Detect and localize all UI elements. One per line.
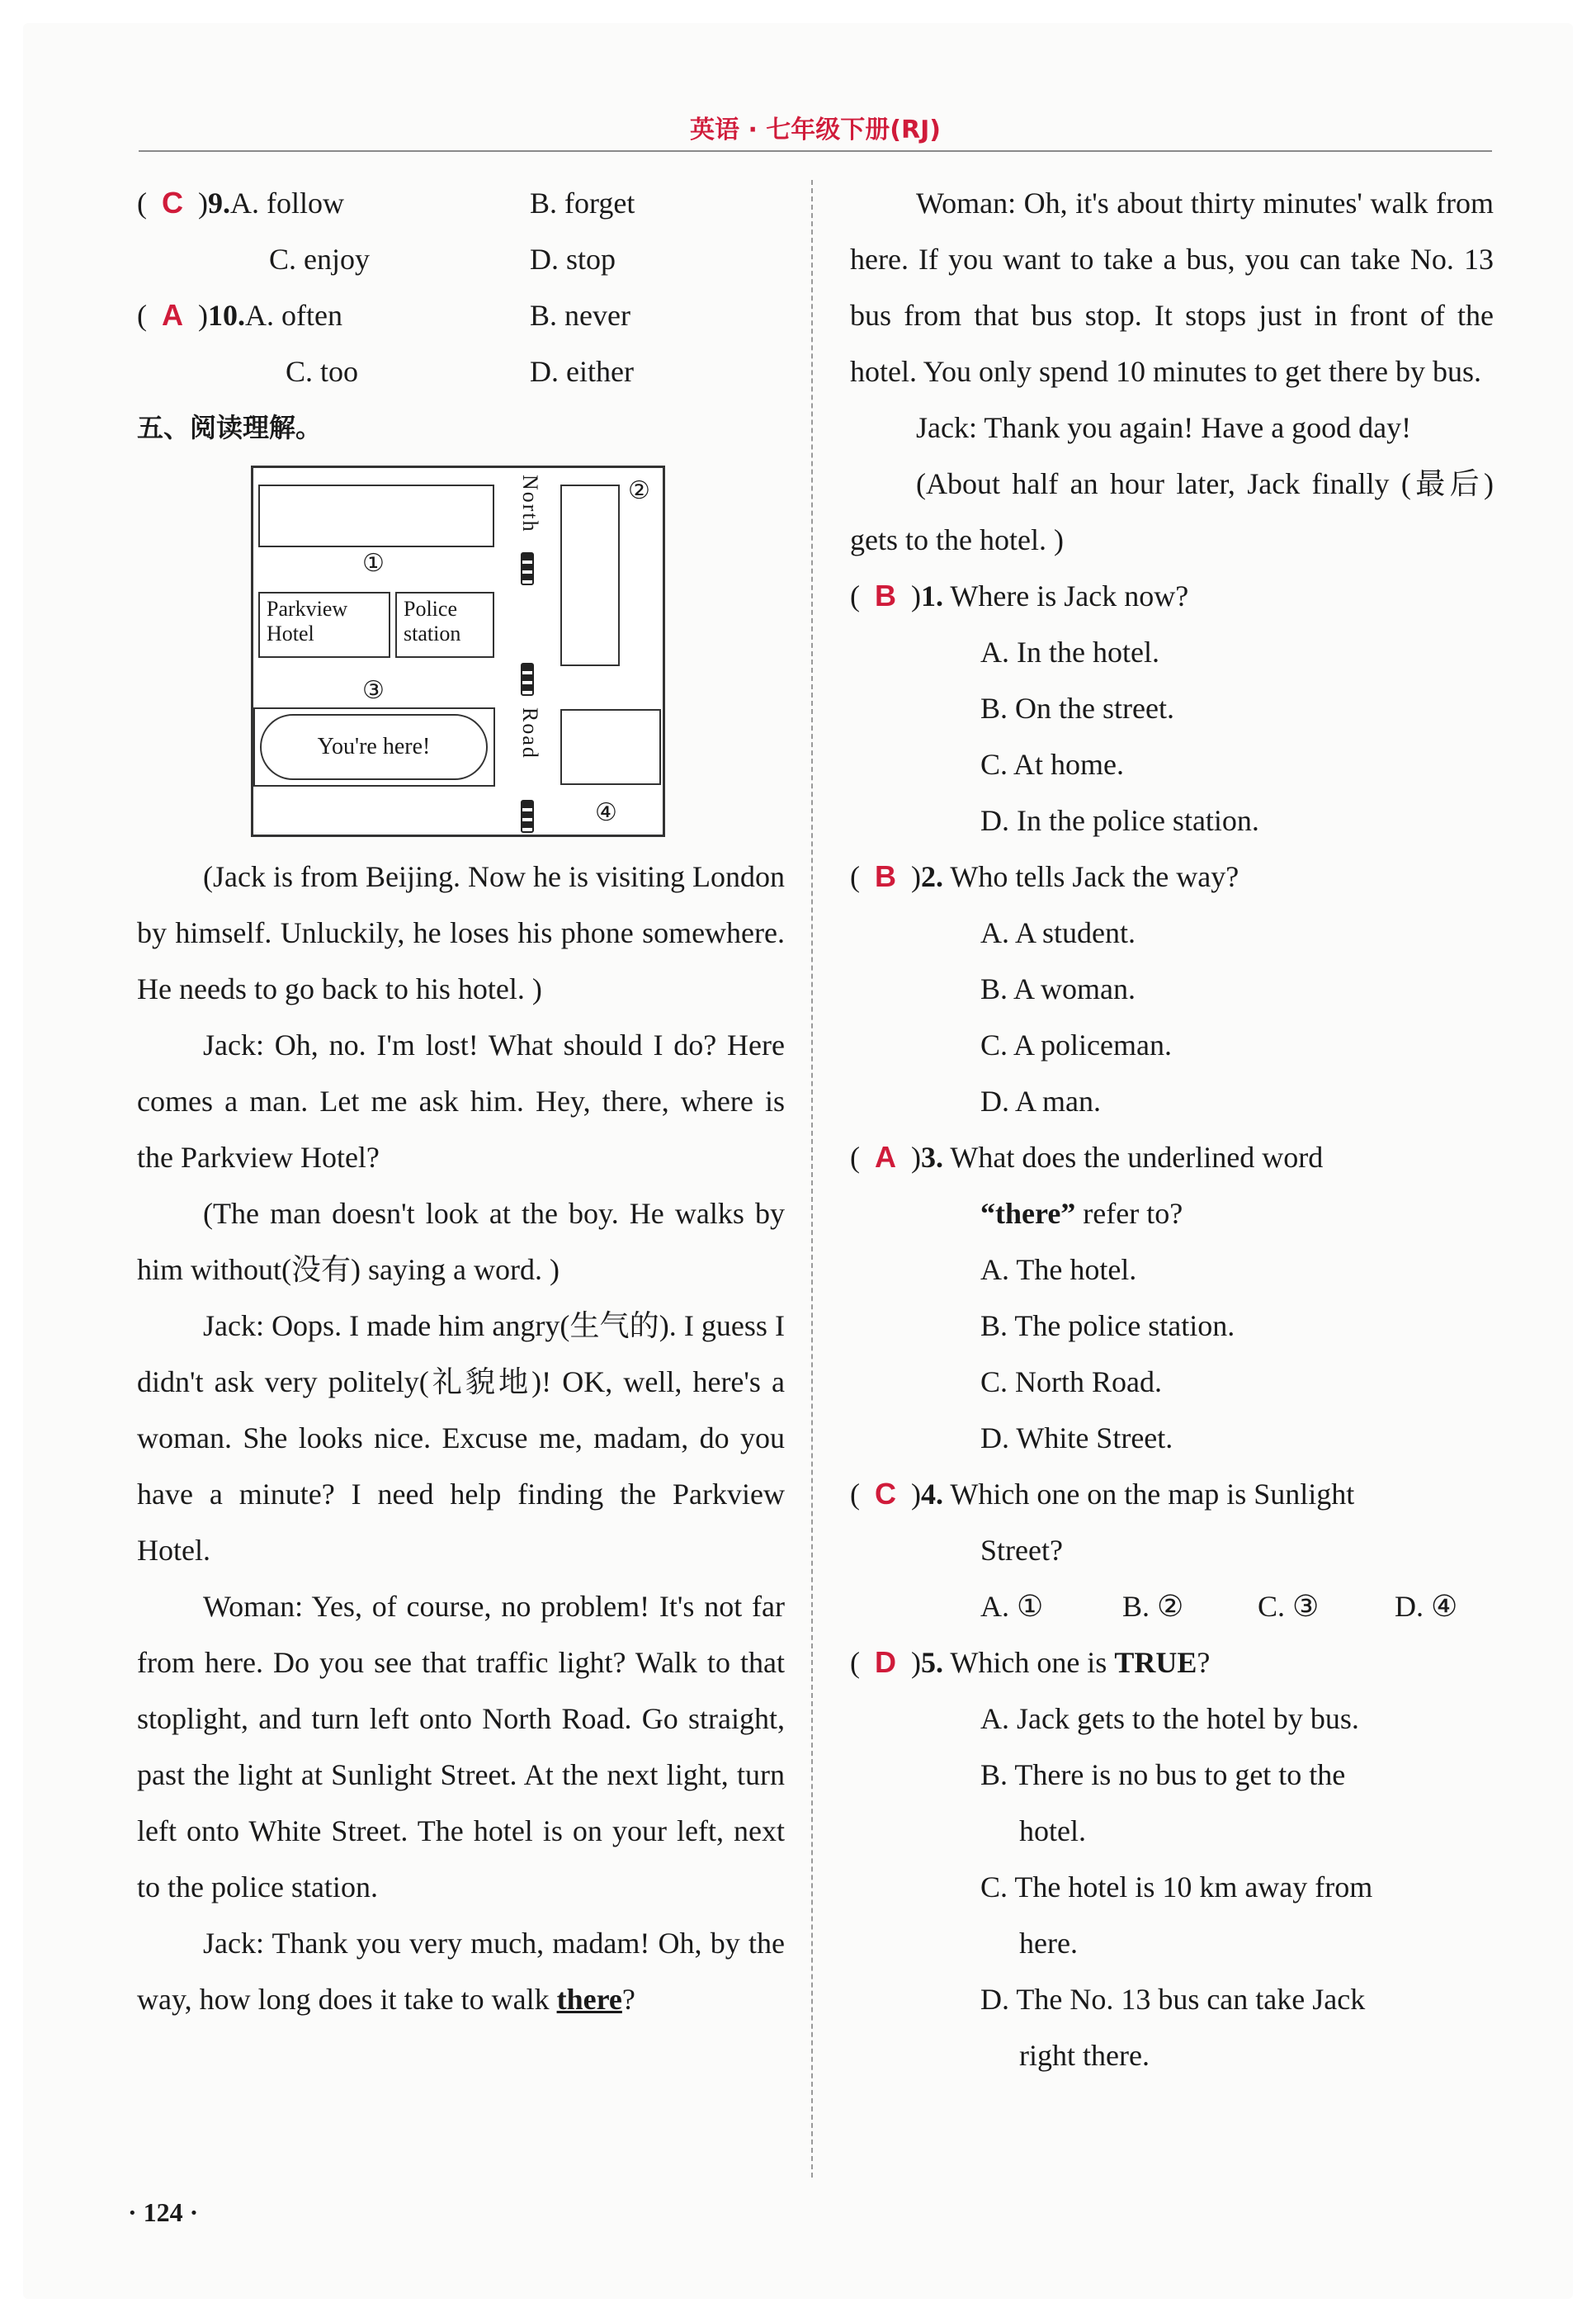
passage-paragraph: Woman: Yes, of course, no problem! It's not far from here. Do you see that traffic light? Walk to that stoplight, and turn left onto North Road. Go straight, past the light at Sunlight Street. At the next light, turn left onto White Street. The hotel is on your left, next to the police station. <box>137 1590 785 1903</box>
underlined-word: there <box>556 1983 622 2016</box>
map-building-2 <box>560 485 620 666</box>
section-title: 五、阅读理解。 <box>137 412 323 443</box>
passage-paragraph: (Jack is from Beijing. Now he is visiting London by himself. Unluckily, he loses his phone somewhere. He needs to go back to his hotel. ) <box>137 860 785 1005</box>
map-marker-1: ① <box>362 549 385 578</box>
option-b: B. A woman. <box>980 972 1136 1005</box>
option-a: A. In the hotel. <box>980 636 1159 669</box>
question-4: ( C )4. Which one on the map is Sunlight <box>850 1477 1355 1511</box>
passage-paragraph: (About half an hour later, Jack finally (最后) gets to the hotel. ) <box>850 467 1494 556</box>
question-number: 9. <box>208 187 230 220</box>
page-number: · 124 · <box>128 2197 199 2227</box>
you-are-here-bubble: You're here! <box>260 714 488 780</box>
column-divider <box>811 180 813 2178</box>
question-3: ( A )3. What does the underlined word <box>850 1140 1324 1174</box>
page-header <box>139 104 1492 152</box>
option-b: B. On the street. <box>980 692 1174 725</box>
answer-mark: C <box>162 186 183 220</box>
map-police-station: Police station <box>395 592 494 658</box>
option-d: D. A man. <box>980 1085 1102 1118</box>
option-c: C. too <box>286 355 359 388</box>
option-a: A. The hotel. <box>980 1253 1137 1286</box>
question-number: 10. <box>208 299 245 332</box>
street-map <box>251 466 665 837</box>
option-d: D. The No. 13 bus can take Jack <box>980 1983 1366 2016</box>
cloze-question-9-row2 <box>137 231 785 287</box>
left-column <box>137 175 785 2027</box>
map-building-4 <box>560 709 661 785</box>
option-b-cont: hotel. <box>1019 1814 1086 1847</box>
answer-mark: A <box>875 1140 896 1174</box>
option-d: D. stop <box>530 243 616 276</box>
options-row <box>850 1578 1494 1634</box>
question-number: 3. <box>921 1141 943 1174</box>
question-stem: Which one is <box>950 1646 1115 1679</box>
answer-mark: B <box>875 579 896 612</box>
passage-paragraph: Woman: Oh, it's about thirty minutes' walk from here. If you want to take a bus, you can take No. 13 bus from that bus stop. It stops just in front of the hotel. You only spend 10 minutes to get there by bus. <box>850 187 1494 388</box>
question-stem-cont <box>850 1185 1494 1241</box>
question-number: 2. <box>921 860 943 893</box>
text-fragment: Jack: Thank you very much, madam! Oh, by the way, how long does it take to walk <box>137 1927 785 2016</box>
option-b: B. ② <box>1122 1590 1184 1623</box>
question-number: 5. <box>921 1646 943 1679</box>
bold-word: TRUE <box>1114 1646 1197 1679</box>
option-a: A. ① <box>980 1590 1044 1623</box>
option-d: D. ④ <box>1395 1590 1458 1623</box>
option-a: A. Jack gets to the hotel by bus. <box>980 1702 1359 1735</box>
right-column <box>850 175 1494 2083</box>
question-stem: Which one on the map is Sunlight <box>950 1478 1355 1511</box>
passage-paragraph: (The man doesn't look at the boy. He walks by him without(没有) saying a word. ) <box>137 1197 785 1286</box>
option-b: B. There is no bus to get to the <box>980 1758 1346 1791</box>
option-b: B. forget <box>530 187 635 220</box>
map-building-1 <box>258 485 494 547</box>
road-label-road: Road <box>518 707 542 759</box>
option-d: D. either <box>530 355 634 388</box>
option-b: B. The police station. <box>980 1309 1235 1342</box>
map-hotel: Parkview Hotel <box>258 592 390 658</box>
option-c: C. North Road. <box>980 1365 1162 1398</box>
cloze-question-10-row2 <box>137 343 785 400</box>
question-2: ( B )2. Who tells Jack the way? <box>850 859 1239 893</box>
passage-paragraph: Jack: Oh, no. I'm lost! What should I do? Here comes a man. Let me ask him. Hey, there, where is the Parkview Hotel? <box>137 1029 785 1174</box>
text-fragment: ? <box>621 1983 635 2016</box>
option-b: B. never <box>530 299 630 332</box>
answer-mark: A <box>162 298 183 332</box>
cloze-question-10: ( A )10.A. often B. never <box>137 287 785 343</box>
text-fragment: ? <box>1197 1646 1211 1679</box>
map-marker-3: ③ <box>362 676 385 705</box>
option-c: C. enjoy <box>269 243 370 276</box>
question-number: 1. <box>921 579 943 612</box>
option-a: A. A student. <box>980 916 1136 949</box>
option-c-cont: here. <box>1019 1927 1078 1960</box>
road-label-north: North <box>518 475 542 533</box>
option-a: A. follow <box>230 187 344 220</box>
cloze-question-9: ( C )9.A. follow B. forget <box>137 175 785 231</box>
question-1: ( B )1. Where is Jack now? <box>850 579 1189 612</box>
question-stem: What does the underlined word <box>950 1141 1324 1174</box>
book-title: 英语 · 七年级下册(RJ) <box>690 116 941 144</box>
passage-paragraph: Jack: Oops. I made him angry(生气的). I guess I didn't ask very politely(礼貌地)! OK, well, here's a woman. She looks nice. Excuse me, madam, do you have a minute? I need help finding the Parkview Hotel. <box>137 1309 785 1567</box>
map-marker-4: ④ <box>595 798 617 827</box>
passage-paragraph-last <box>137 1915 785 2027</box>
answer-mark: B <box>875 859 896 893</box>
question-stem: Who tells Jack the way? <box>950 860 1239 893</box>
map-marker-2: ② <box>628 476 650 505</box>
question-5: ( D )5. Which one is TRUE? <box>850 1645 1211 1679</box>
text-fragment: refer to? <box>1075 1197 1183 1230</box>
option-c: C. The hotel is 10 km away from <box>980 1870 1373 1903</box>
answer-mark: C <box>875 1477 896 1511</box>
option-d: D. White Street. <box>980 1421 1173 1454</box>
bold-word: “there” <box>980 1197 1076 1230</box>
option-c: C. At home. <box>980 748 1125 781</box>
answer-mark: D <box>875 1645 896 1679</box>
option-d-cont: right there. <box>1019 2039 1150 2072</box>
traffic-light-icon <box>521 663 534 696</box>
question-number: 4. <box>921 1478 943 1511</box>
option-a: A. often <box>245 299 342 332</box>
question-stem-cont: Street? <box>980 1534 1063 1567</box>
traffic-light-icon <box>521 552 534 585</box>
question-stem: Where is Jack now? <box>950 579 1189 612</box>
traffic-light-icon <box>521 800 534 833</box>
passage-paragraph: Jack: Thank you again! Have a good day! <box>916 411 1412 444</box>
option-c: C. A policeman. <box>980 1029 1172 1062</box>
option-d: D. In the police station. <box>980 804 1259 837</box>
option-c: C. ③ <box>1258 1590 1320 1623</box>
